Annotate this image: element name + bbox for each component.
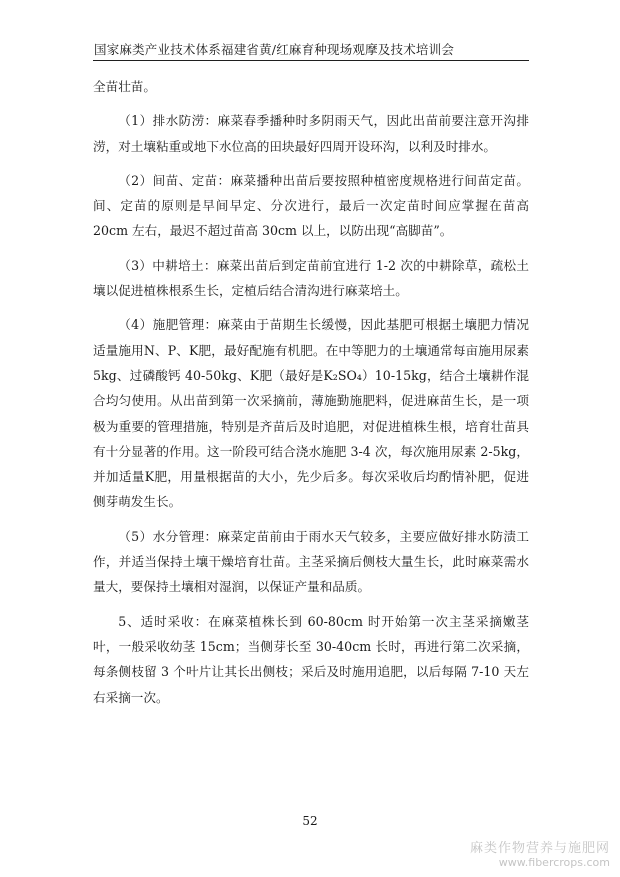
watermark bbox=[470, 842, 610, 870]
page-number: 52 bbox=[302, 814, 318, 828]
paragraph: （4）施肥管理：麻菜由于苗期生长缓慢，因此基肥可根据土壤肥力情况适量施用N、P、K肥，最好配施有机肥。在中等肥力的土壤通常每亩施用尿素 5kg、过磷酸钙 40-50kg、K肥（最好是K₂SO₄）10-15kg，结合土壤耕作混合均匀使用。从出苗到第一次采摘前，薄施勤施肥料，促进麻苗生长，是一项极为重要的管理措施，特别是齐苗后及时追肥，对促进植株生根，培育壮苗具有十分显著的作用。这一阶段可结合浇水施肥 3-4 次，每次施用尿素 2-5kg，并加适量K肥，用量根据苗的大小，先少后多。每次采收后均酌情补肥，促进侧芽萌发生长。 bbox=[93, 317, 529, 510]
paragraph: （1）排水防涝：麻菜春季播种时多阴雨天气，因此出苗前要注意开沟排涝，对土壤粘重或地下水位高的田块最好四周开设环沟，以利及时排水。 bbox=[93, 113, 529, 154]
running-header: 国家麻类产业技术体系福建省黄/红麻育种现场观摩及技术培训会 bbox=[94, 42, 455, 57]
watermark-url: www.fibercrops.com bbox=[498, 856, 610, 869]
paragraph: （3）中耕培土：麻菜出苗后到定苗前宜进行 1-2 次的中耕除草，疏松土壤以促进植株根系生长，定植后结合清沟进行麻菜培土。 bbox=[93, 257, 529, 299]
paragraph: 5、适时采收：在麻菜植株长到 60-80cm 时开始第一次主茎采摘嫩茎叶，一般采收幼茎 15cm；当侧芽长至 30-40cm 长时，再进行第二次采摘，每条侧枝留 3 个叶片让其长出侧枝；采后及时施用追肥，以后每隔 7-10 天左右采摘一次。 bbox=[93, 613, 529, 705]
paragraph: 全苗壮苗。 bbox=[93, 79, 156, 94]
paragraph: （5）水分管理：麻菜定苗前由于雨水天气较多，主要应做好排水防渍工作，并适当保持土壤干燥培育壮苗。主茎采摘后侧枝大量生长，此时麻菜需水量大，要保持土壤相对湿润，以保证产量和品质。 bbox=[93, 528, 529, 595]
body-text bbox=[93, 74, 529, 719]
watermark-title: 麻类作物营养与施肥网 bbox=[469, 841, 610, 856]
header-rule bbox=[93, 60, 529, 61]
paragraph: （2）间苗、定苗：麻菜播种出苗后要按照种植密度规格进行间苗定苗。间、定苗的原则是早间早定、分次进行，最后一次定苗时间应掌握在苗高 20cm 左右，最迟不超过苗高 30cm 以上，以防出现“高脚苗”。 bbox=[93, 172, 529, 239]
